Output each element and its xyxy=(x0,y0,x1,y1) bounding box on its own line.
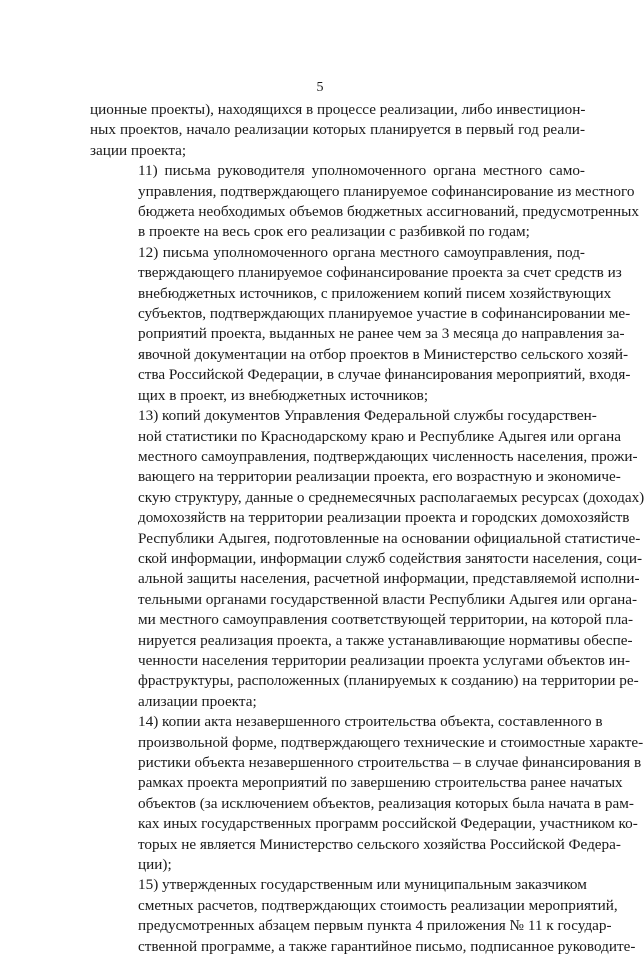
text-line: ства Российской Федерации, в случае финансирования мероприятий, входя- xyxy=(138,366,631,384)
text-line: 11) письма руководителя уполномоченного органа местного само- xyxy=(138,162,585,180)
text-line: ской информации, информации служб содействия занятости населения, соци- xyxy=(138,549,643,567)
text-line: ционные проекты), находящихся в процессе реализации, либо инвестицион- xyxy=(90,101,586,118)
text-line: Республики Адыгея, подготовленные на основании официальной статистиче- xyxy=(138,529,641,547)
text-line: в проекте на весь срок его реализации с разбивкой по годам; xyxy=(138,223,530,241)
document-body xyxy=(90,100,644,957)
text-line: вающего на территории реализации проекта, его возрастную и экономиче- xyxy=(138,468,621,486)
text-line: бюджета необходимых объемов бюджетных ассигнований, предусмотренных xyxy=(138,203,639,221)
text-line: ках иных государственных программ российской Федерации, участником ко- xyxy=(138,815,638,833)
text-line: ственной программе, а также гарантийное письмо, подписанное руководите- xyxy=(138,937,636,955)
paragraph-p0 xyxy=(90,100,585,161)
text-line: торых не является Министерство сельского хозяйства Российской Федера- xyxy=(138,835,621,853)
text-line: альной защиты населения, расчетной информации, представляемой исполни- xyxy=(138,570,640,588)
text-line: роприятий проекта, выданных не ранее чем за 3 месяца до направления за- xyxy=(138,325,625,343)
paragraph-p14 xyxy=(90,712,644,875)
text-line: ми местного самоуправления соответствующей территории, на которой пла- xyxy=(138,611,634,629)
text-line: зации проекта; xyxy=(90,141,187,159)
text-line: ных проектов, начало реализации которых планируется в первый год реали- xyxy=(90,121,585,139)
text-line: нируется реализация проекта, а также устанавливающие нормативы обеспе- xyxy=(138,631,633,649)
paragraph-p12 xyxy=(90,243,631,406)
text-line: скую структуру, данные о среднемесячных располагаемых ресурсах (доходах) xyxy=(138,488,644,506)
text-line: управления, подтверждающего планируемое софинансирование из местного xyxy=(138,182,635,200)
text-line: рамках проекта мероприятий по завершению строительства ранее начатых xyxy=(138,774,623,792)
text-line: явочной документации на отбор проектов в Министерство сельского хозяй- xyxy=(138,345,629,363)
text-line: 13) копий документов Управления Федеральной службы государствен- xyxy=(138,407,597,425)
text-line: произвольной форме, подтверждающего технические и стоимостные характе- xyxy=(138,733,644,751)
paragraph-p11 xyxy=(90,161,639,243)
text-line: местного самоуправления, подтверждающих численность населения, прожи- xyxy=(138,447,638,465)
text-line: щих в проект, из внебюджетных источников; xyxy=(138,386,429,404)
text-line: 14) копии акта незавершенного строительства объекта, составленного в xyxy=(138,713,603,731)
text-line: объектов (за исключением объектов, реализация которых была начата в рам- xyxy=(138,794,634,812)
page-number: 5 xyxy=(316,80,324,95)
text-line: тельными органами государственной власти Республики Адыгея или органа- xyxy=(138,590,638,608)
paragraph-p15 xyxy=(90,875,636,957)
text-line: ченности населения территории реализации проекта услугами объектов ин- xyxy=(138,651,631,669)
text-line: ции); xyxy=(138,856,172,874)
text-line: тверждающего планируемое софинансирование проекта за счет средств из xyxy=(138,264,622,282)
text-line: субъектов, подтверждающих планируемое участие в софинансировании ме- xyxy=(138,305,631,323)
text-line: ализации проекта; xyxy=(138,692,257,710)
text-line: 12) письма уполномоченного органа местного самоуправления, под- xyxy=(138,243,585,261)
paragraph-p13 xyxy=(90,406,644,712)
text-line: внебюджетных источников, с приложением копий писем хозяйствующих xyxy=(138,284,612,302)
text-line: ристики объекта незавершенного строительства – в случае финансирования в xyxy=(138,754,642,771)
text-line: 15) утвержденных государственным или муниципальным заказчиком xyxy=(138,876,587,894)
text-line: ной статистики по Краснодарскому краю и Республике Адыгея или органа xyxy=(138,427,621,445)
text-line: предусмотренных абзацем первым пункта 4 приложения № 11 к государ- xyxy=(138,917,612,935)
text-line: домохозяйств на территории реализации проекта и городских домохозяйств xyxy=(138,509,630,527)
text-line: фраструктуры, расположенных (планируемых к созданию) на территории ре- xyxy=(138,672,639,690)
text-line: сметных расчетов, подтверждающих стоимость реализации мероприятий, xyxy=(138,896,618,914)
